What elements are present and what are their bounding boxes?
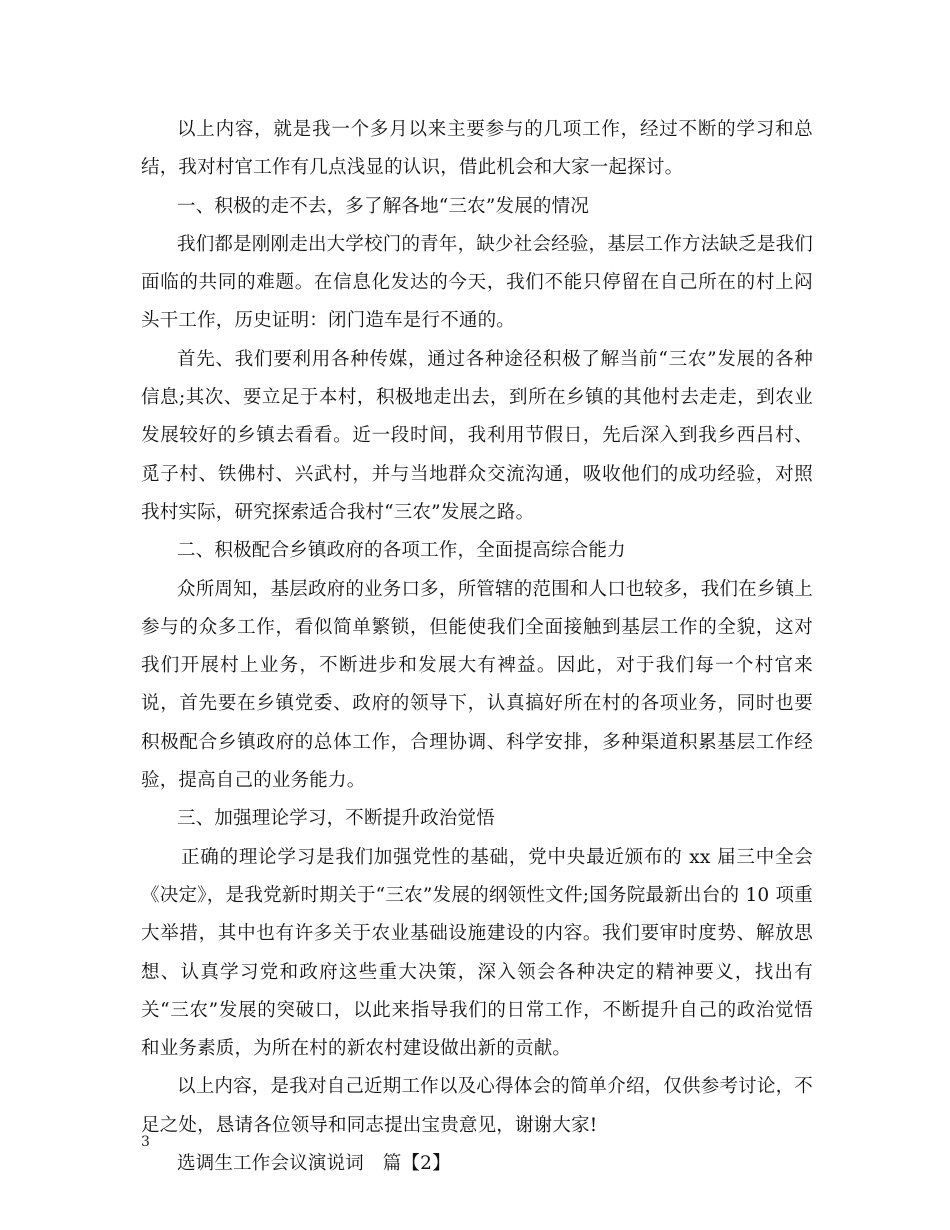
page-number: 3: [141, 1134, 150, 1150]
paragraph-intro: 以上内容，就是我一个多月以来主要参与的几项工作，经过不断的学习和总结，我对村官工作有几点浅显的认识，借此机会和大家一起探讨。: [141, 119, 813, 179]
section-heading-3: 三、加强理论学习，不断提升政治觉悟: [177, 808, 495, 830]
section-heading-1: 一、积极的走不去，多了解各地“三农”发展的情况: [177, 195, 590, 217]
section-heading-2: 二、积极配合乡镇政府的各项工作，全面提高综合能力: [177, 540, 626, 562]
paragraph-closing: 以上内容，是我对自己近期工作以及心得体会的简单介绍，仅供参考讨论，不足之处，恳请各位领导和同志提出宝贵意见，谢谢大家!: [141, 1076, 813, 1136]
paragraph-section-3: 正确的理论学习是我们加强党性的基础，党中央最近颁布的 xx 届三中全会《决定》，是我党新时期关于“三农”发展的纲领性文件;国务院最新出台的 10 项重大举措，其中也有许多关于农业基础设施建设的内容。我们要审时度势、解放思想、认真学习党和政府这些重大决策，深入领会各种决定的精神要义，找出有关“三农”发展的突破口，以此来指导我们的日常工作，不断提升自己的政治觉悟和业务素质，为所在村的新农村建设做出新的贡献。: [141, 846, 813, 1060]
paragraph-section-1-b: 首先、我们要利用各种传媒，通过各种途径积极了解当前“三农”发展的各种信息;其次、要立足于本村，积极地走出去，到所在乡镇的其他村去走走，到农业发展较好的乡镇去看看。近一段时间，我利用节假日，先后深入到我乡西吕村、觅子村、铁佛村、兴武村，并与当地群众交流沟通，吸收他们的成功经验，对照我村实际，研究探索适合我村“三农”发展之路。: [141, 348, 813, 523]
paragraph-section-1-a: 我们都是刚刚走出大学校门的青年，缺少社会经验，基层工作方法缺乏是我们面临的共同的难题。在信息化发达的今天，我们不能只停留在自己所在的村上闷头干工作，历史证明：闭门造车是行不通的。: [141, 233, 813, 332]
paragraph-section-2: 众所周知，基层政府的业务口多，所管辖的范围和人口也较多，我们在乡镇上参与的众多工作，看似简单繁锁，但能使我们全面接触到基层工作的全貌，这对我们开展村上业务，不断进步和发展大有裨益。因此，对于我们每一个村官来说，首先要在乡镇党委、政府的领导下，认真搞好所在村的各项业务，同时也要积极配合乡镇政府的总体工作，合理协调、科学安排，多种渠道积累基层工作经验，提高自己的业务能力。: [141, 578, 813, 792]
next-article-title: 选调生工作会议演说词 篇【2】: [177, 1153, 451, 1175]
document-body: [141, 111, 813, 1183]
